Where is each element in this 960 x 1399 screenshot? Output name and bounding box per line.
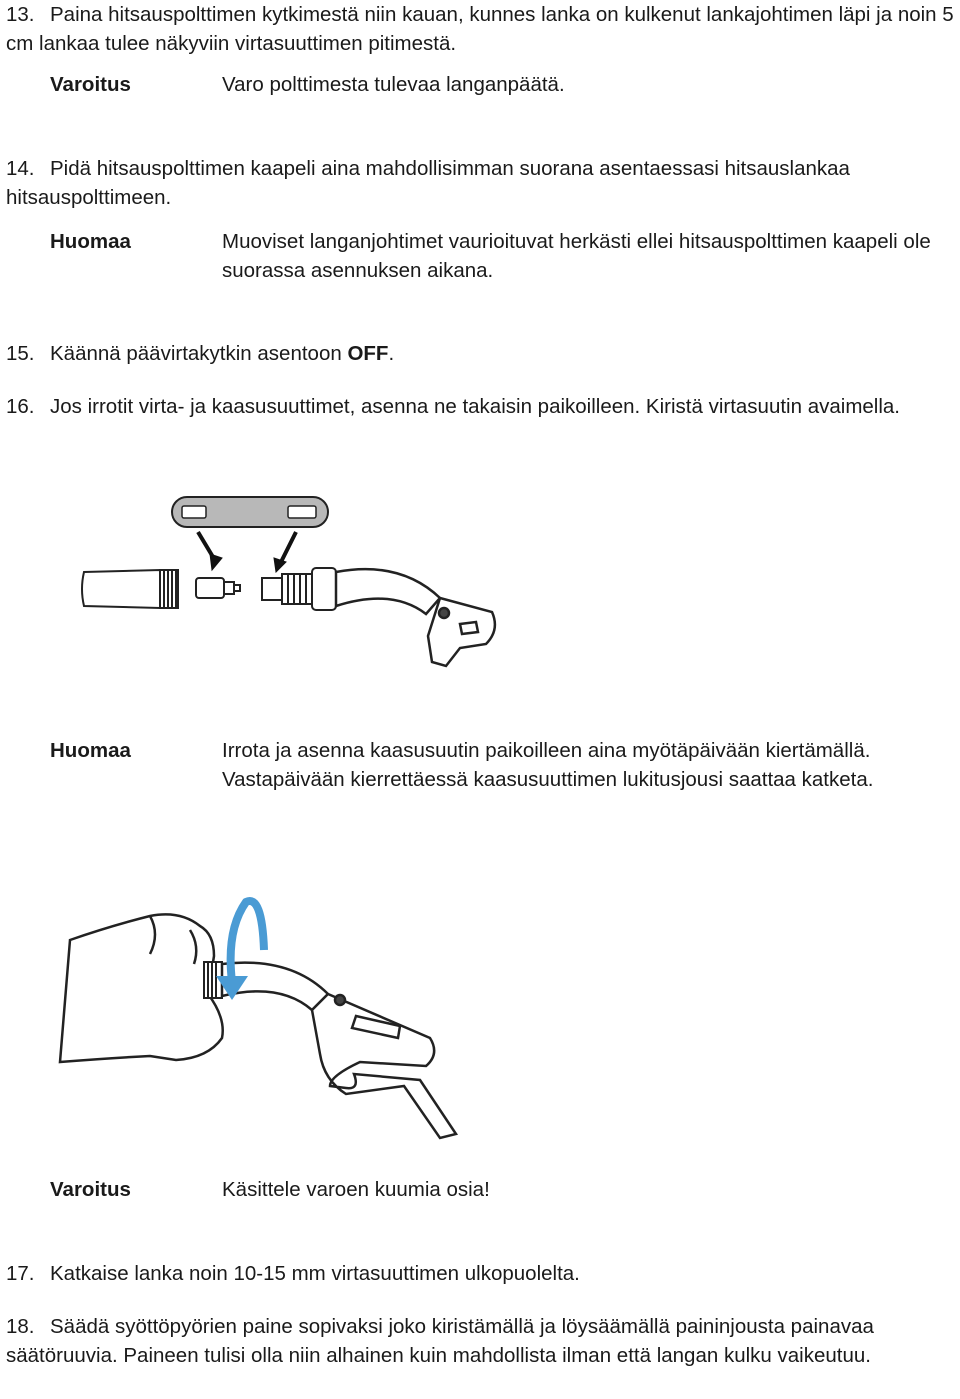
torch-assembly-illustration <box>0 480 520 680</box>
step-number: 14. <box>6 157 35 180</box>
gas-nozzle-icon <box>82 570 178 608</box>
step-text: Jos irrotit virta- ja kaasusuuttimet, asenna ne takaisin paikoilleen. Kiristä virtasuutin avaimella. <box>50 395 900 418</box>
step-number: 17. <box>6 1262 35 1285</box>
step-text: Säädä syöttöpyörien paine sopivaksi joko kiristämällä ja löysäämällä paininjousta painavaa säätöruuvia. Paineen tulisi olla niin alhainen kuin mahdollista ilman että langan kulku vaikeutuu. <box>6 1315 874 1367</box>
note-text: Irrota ja asenna kaasusuutin paikoilleen aina myötäpäivään kiertämällä. Vastapäivään kierrettäessä kaasusuuttimen lukitusjousi saattaa katketa. <box>222 739 874 791</box>
note-label: Huomaa <box>50 230 131 253</box>
torch-neck-icon <box>222 963 456 1138</box>
step-number: 15. <box>6 342 35 365</box>
step-text: Pidä hitsauspolttimen kaapeli aina mahdollisimman suorana asentaessasi hitsauslankaa hitsauspolttimeen. <box>6 157 850 209</box>
hand-icon <box>60 914 223 1062</box>
hand-rotating-nozzle-illustration <box>0 890 480 1140</box>
warning-text: Käsittele varoen kuumia osia! <box>222 1178 490 1201</box>
step-number: 16. <box>6 395 35 418</box>
step-16 <box>6 392 956 421</box>
note-label: Huomaa <box>50 739 131 762</box>
step-14 <box>6 154 956 212</box>
step-13 <box>6 0 956 58</box>
torch-neck-icon <box>336 569 495 666</box>
warning-label: Varoitus <box>50 1178 131 1201</box>
step-18 <box>6 1312 956 1370</box>
wrench-icon <box>172 497 328 527</box>
step-text: Paina hitsauspolttimen kytkimestä niin kauan, kunnes lanka on kulkenut lankajohtimen läpi ja noin 5 cm lankaa tulee näkyviin virtasuuttimen pitimestä. <box>6 3 954 55</box>
warning-text: Varo polttimesta tulevaa langanpäätä. <box>222 73 565 96</box>
step-number: 18. <box>6 1315 35 1338</box>
step-number: 13. <box>6 3 35 26</box>
step-17 <box>6 1259 956 1288</box>
contact-tip-icon <box>196 578 240 598</box>
step-text-end: . <box>388 342 395 365</box>
step-text: Katkaise lanka noin 10-15 mm virtasuuttimen ulkopuolelta. <box>50 1262 580 1285</box>
step-text: Käännä päävirtakytkin asentoon <box>50 342 348 365</box>
note-text: Muoviset langanjohtimet vaurioituvat herkästi ellei hitsauspolttimen kaapeli ole suorassa asennuksen aikana. <box>222 230 931 282</box>
warning-label: Varoitus <box>50 73 131 96</box>
arrow-icon <box>198 532 296 572</box>
step-15 <box>6 339 956 368</box>
off-keyword: OFF <box>347 342 389 365</box>
tip-holder-icon <box>262 568 336 610</box>
